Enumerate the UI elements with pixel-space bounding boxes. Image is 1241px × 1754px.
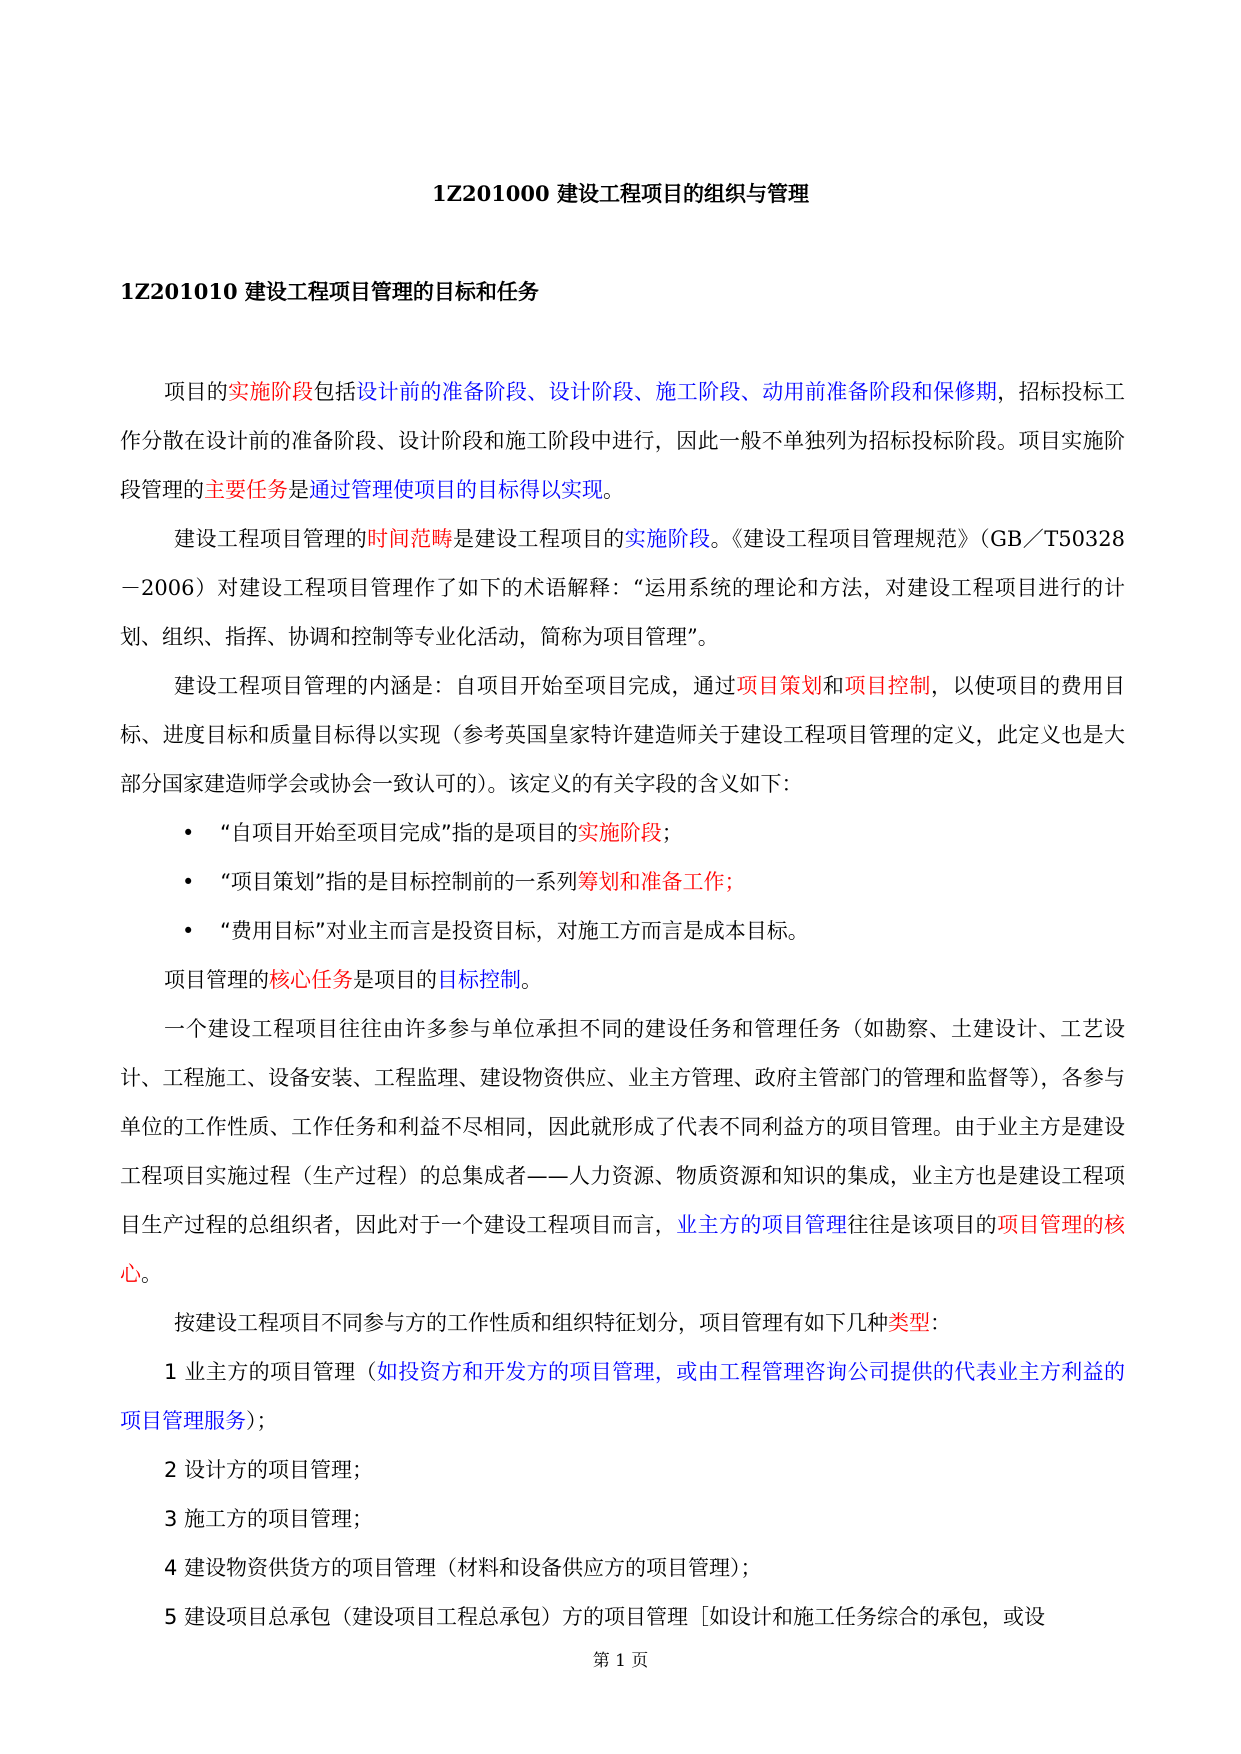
text-run: 项目管理的 <box>164 968 269 992</box>
text-run: 由于业主方是建设工程项目实施过程（生产过程）的总集成者——人力资源、物质资源和知识的集成，业主方也是建设工程项目生产过程的总组织者，因此对于一个建设工程项目而言， <box>120 1115 1126 1237</box>
highlight-blue: 实施阶段 <box>624 527 711 551</box>
section-heading: 1Z201010 建设工程项目管理的目标和任务 <box>120 279 539 304</box>
paragraph-time-scope <box>120 515 1125 662</box>
highlight-red: 筹划和准备工作； <box>577 870 746 894</box>
paragraph-implementation-stage <box>120 368 1125 515</box>
list-item: 3 施工方的项目管理； <box>164 1507 374 1531</box>
text-run: ： <box>930 1311 951 1335</box>
text-run: 建设工程项目管理的 <box>174 527 368 551</box>
paragraph-core-task <box>120 956 1125 1005</box>
text-run: 。 <box>603 478 624 502</box>
highlight-blue: 目标控制 <box>437 968 521 992</box>
text-run: ； <box>661 821 683 845</box>
highlight-blue: 通过管理使项目的目标得以实现 <box>309 478 603 502</box>
text-run: （参考英国皇家特许建造师关于建设工程项目管理的定义，此定义也是大部分国家建造师学会或协会一致认可的）。该定义的有关字段的含义如下： <box>120 723 1126 796</box>
text-run: “自项目开始至项目完成”指的是项目的 <box>220 821 578 845</box>
text-run: “项目策划”指的是目标控制前的一系列 <box>220 870 578 894</box>
page-number: 第 1 页 <box>592 1651 649 1671</box>
highlight-red: 实施阶段 <box>228 380 314 404</box>
text-run: 按建设工程项目不同参与方的工作性质和组织特征划分，项目管理有如下几种 <box>174 1311 888 1335</box>
bullet-icon: • <box>182 870 195 894</box>
highlight-blue: 业主方的项目管理 <box>676 1213 848 1237</box>
text-run: 。 <box>141 1262 162 1286</box>
text-run: “费用目标”对业主而言是投资目标，对施工方而言是成本目标。 <box>220 919 809 943</box>
text-run: 和 <box>822 674 845 698</box>
text-run: 建设工程项目管理的内涵是：自项目开始至项目完成，通过 <box>174 674 737 698</box>
text-run: ）； <box>246 1409 278 1433</box>
text-run: 包括 <box>313 380 357 404</box>
paragraph-definition <box>120 662 1125 809</box>
paragraph-types <box>120 1299 1125 1348</box>
text-run: ，招标投标工作分散在设计前的准备阶段、设计阶段和施工阶段中进行，因此一般不单独列为招标投标阶段。项目实施阶段管理的 <box>120 380 1126 502</box>
text-run: 往往是该项目的 <box>847 1213 998 1237</box>
highlight-red: 项目控制 <box>844 674 931 698</box>
list-item: 2 设计方的项目管理； <box>164 1458 374 1482</box>
bullet-item <box>120 809 1125 858</box>
highlight-red: 项目策划 <box>736 674 823 698</box>
document-body <box>120 368 1125 1642</box>
highlight-red: 实施阶段 <box>577 821 662 845</box>
highlight-red: 时间范畴 <box>367 527 454 551</box>
paragraph-owner-management <box>120 1005 1125 1299</box>
bullet-item <box>120 858 1125 907</box>
text-run: 一个建设工程项目往往由许多参与单位承担不同的建设任务和管理任务（如勘察、土建设计、工艺设计、工程施工、设备安装、工程监理、建设物资供应、业主方管理、政府主管部门的管理和监督等），各参与单位的工作性质、工作任务和利益不尽相同，因此就形成了代表不同利益方的项目管理。 <box>120 1017 1125 1139</box>
bullet-icon: • <box>182 919 195 943</box>
highlight-red: 主要任务 <box>204 478 288 502</box>
highlight-blue: 如投资方和开发方的项目管理，或由工程管理咨询公司提供的代表业主方利益的项目管理服务 <box>120 1360 1125 1433</box>
list-item <box>120 1348 1125 1446</box>
list-item: 5 建设项目总承包（建设项目工程总承包）方的项目管理［如设计和施工任务综合的承包，或设 <box>164 1605 1046 1629</box>
text-run: 是建设工程项目的 <box>453 527 625 551</box>
text-run: 。《建设工程项目管理规范》（GB／T50328－2006）对建设工程项目管理作了如下的术语解释：“运用系统的理论和方法，对建设工程项目进行的计划、组织、指挥、协调和控制等专业化活动，简称为项目管理”。 <box>120 527 1126 649</box>
bullet-icon: • <box>182 821 195 845</box>
highlight-red: 核心任务 <box>269 968 353 992</box>
document-title: 1Z201000 建设工程项目的组织与管理 <box>432 181 809 206</box>
highlight-red: 项目管理的核心 <box>120 1213 1126 1286</box>
text-run: 项目的 <box>164 380 229 404</box>
list-item: 4 建设物资供货方的项目管理（材料和设备供应方的项目管理）； <box>164 1556 762 1580</box>
text-run: ，以使项目的费用目标、进度目标和质量目标得以实现 <box>120 674 1126 747</box>
highlight-red: 类型 <box>888 1311 930 1335</box>
text-run: 1 业主方的项目管理（ <box>164 1360 377 1384</box>
text-run: 是 <box>288 478 309 502</box>
highlight-blue: 设计前的准备阶段、设计阶段、施工阶段、动用前准备阶段和保修期 <box>356 380 998 404</box>
bullet-item <box>120 907 1125 956</box>
text-run: 是项目的 <box>353 968 437 992</box>
text-run: 。 <box>521 968 542 992</box>
